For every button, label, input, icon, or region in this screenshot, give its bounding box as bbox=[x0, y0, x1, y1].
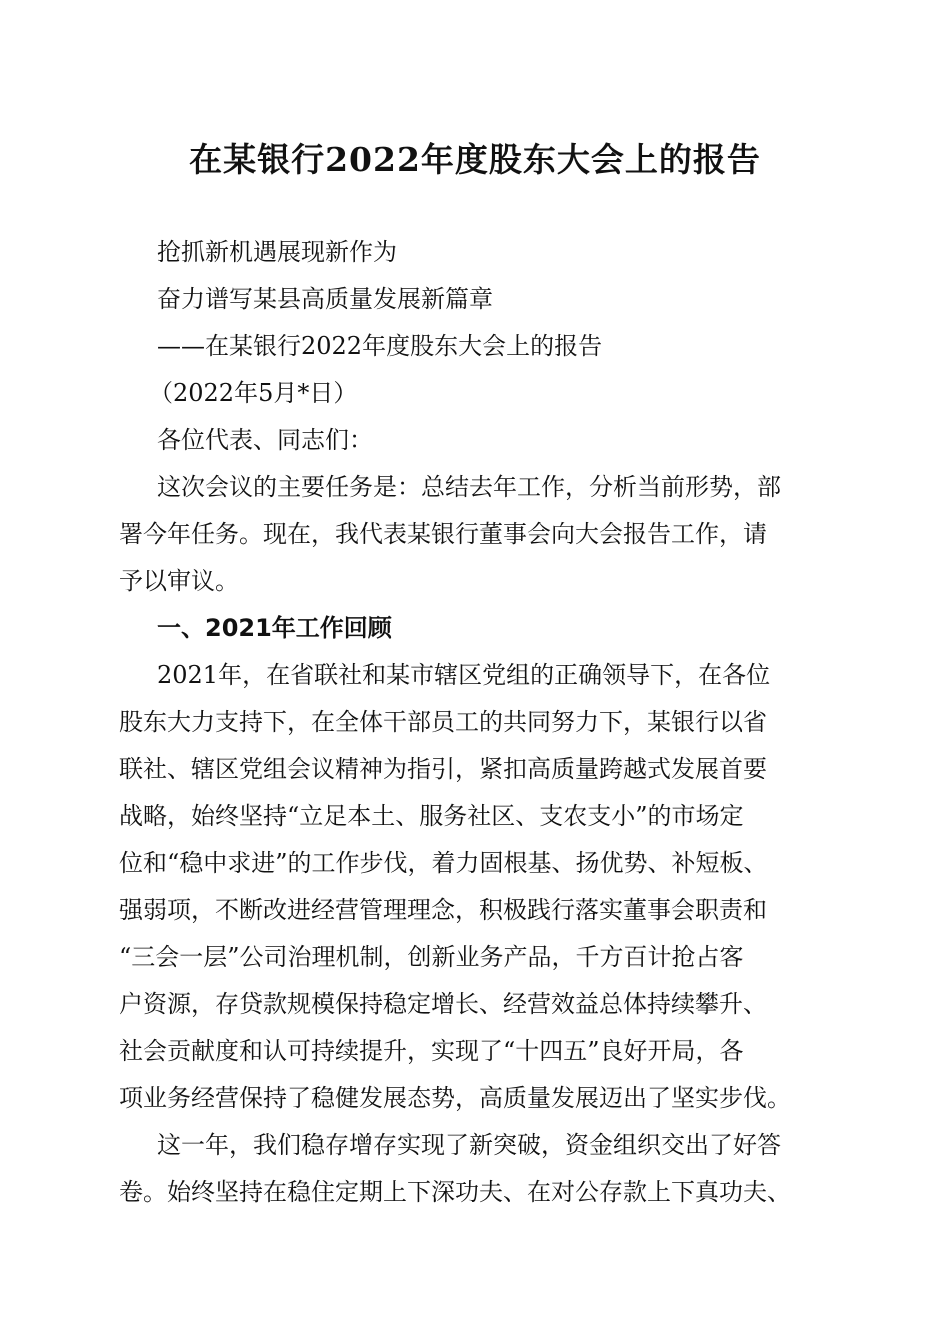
section-heading: 一、2021年工作回顾 bbox=[157, 614, 392, 642]
salutation: 各位代表、同志们： bbox=[157, 426, 373, 454]
paragraph-line: “三会一层”公司治理机制，创新业务产品，千方百计抢占客 bbox=[119, 943, 744, 971]
paragraph-line: 股东大力支持下，在全体干部员工的共同努力下，某银行以省 bbox=[119, 708, 767, 736]
report-date: （2022年5月*日） bbox=[149, 379, 358, 407]
paragraph-line: 2021年，在省联社和某市辖区党组的正确领导下，在各位 bbox=[157, 661, 771, 689]
paragraph-line: 卷。始终坚持在稳住定期上下深功夫、在对公存款上下真功夫、 bbox=[119, 1178, 791, 1206]
paragraph-line: 项业务经营保持了稳健发展态势，高质量发展迈出了坚实步伐。 bbox=[119, 1084, 791, 1112]
document-body bbox=[119, 229, 835, 1216]
paragraph-line: 户资源，存贷款规模保持稳定增长、经营效益总体持续攀升、 bbox=[119, 990, 767, 1018]
paragraph-line: 强弱项，不断改进经营管理理念，积极践行落实董事会职责和 bbox=[119, 896, 767, 924]
document-title: 在某银行2022年度股东大会上的报告 bbox=[189, 140, 761, 179]
paragraph-line: 这一年，我们稳存增存实现了新突破，资金组织交出了好答 bbox=[157, 1131, 781, 1159]
paragraph-line: 社会贡献度和认可持续提升，实现了“十四五”良好开局，各 bbox=[119, 1037, 744, 1065]
paragraph-line: 战略，始终坚持“立足本土、服务社区、支农支小”的市场定 bbox=[119, 802, 744, 830]
subtitle-line-2: 奋力谱写某县高质量发展新篇章 bbox=[157, 285, 493, 313]
paragraph-line: 这次会议的主要任务是：总结去年工作，分析当前形势，部 bbox=[157, 473, 781, 501]
paragraph-line: 署今年任务。现在，我代表某银行董事会向大会报告工作，请 bbox=[119, 520, 767, 548]
subtitle-line-1: 抢抓新机遇展现新作为 bbox=[157, 238, 397, 266]
paragraph-line: 位和“稳中求进”的工作步伐，着力固根基、扬优势、补短板、 bbox=[119, 849, 768, 877]
paragraph-line: 联社、辖区党组会议精神为指引，紧扣高质量跨越式发展首要 bbox=[119, 755, 767, 783]
subtitle-line-3: ——在某银行2022年度股东大会上的报告 bbox=[157, 332, 603, 360]
paragraph-line: 予以审议。 bbox=[119, 567, 239, 595]
